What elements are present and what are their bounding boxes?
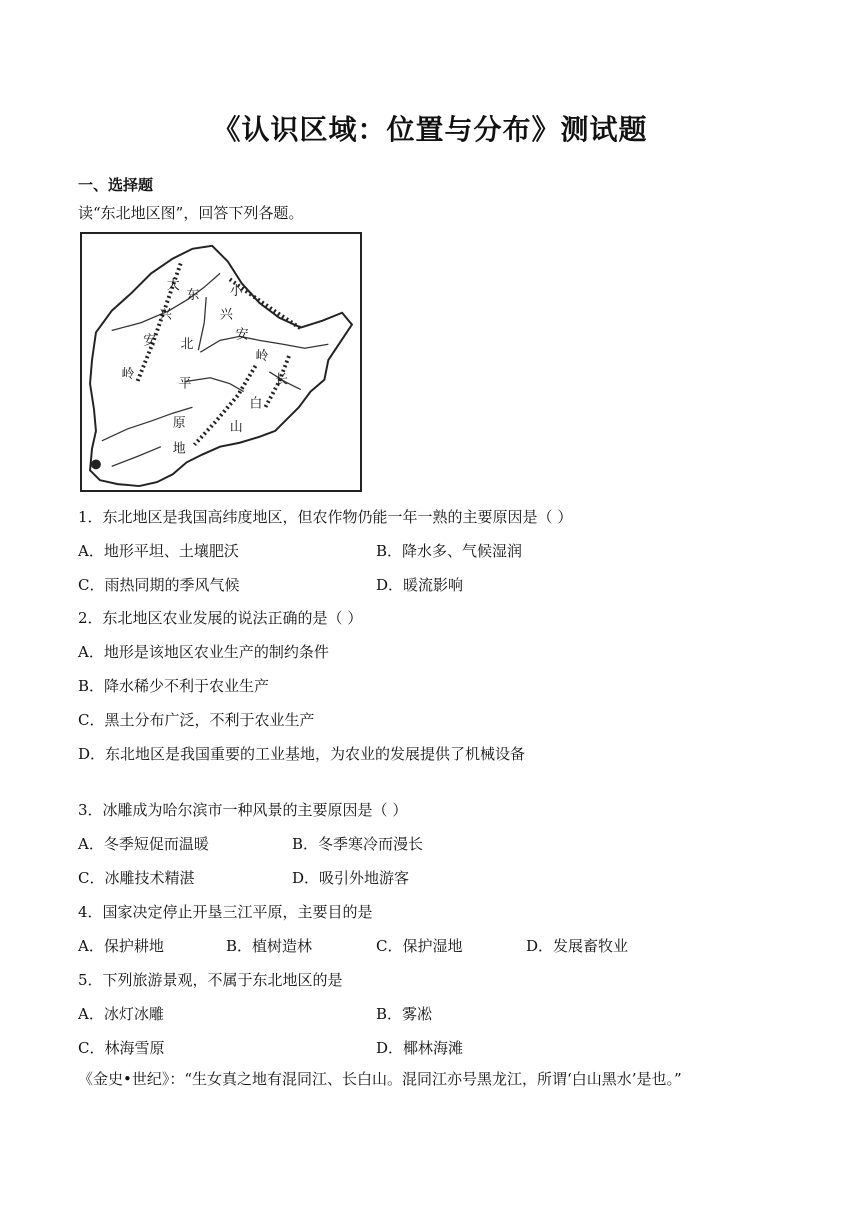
map-label: 长 (275, 372, 288, 388)
map-label: 小 (229, 284, 243, 300)
answer-option: B．植树造林 (226, 937, 313, 955)
answer-option: D．东北地区是我国重要的工业基地，为农业的发展提供了机械设备 (78, 745, 526, 763)
map-label: 白 (249, 396, 263, 412)
question-stem: 3．冰雕成为哈尔滨市一种风景的主要原因是（ ） (78, 801, 408, 819)
northeast-map (80, 232, 362, 492)
answer-option: A．地形平坦、土壤肥沃 (78, 542, 239, 560)
quote-text: 《金史•世纪》：“生女真之地有混同江、长白山。混同江亦号黑龙江，所谓‘白山黑水’是也。” (78, 1070, 682, 1088)
map-label: 安 (235, 327, 249, 343)
map-drawing (82, 234, 360, 490)
map-label: 大 (166, 278, 180, 294)
answer-option: C．保护湿地 (376, 937, 463, 955)
answer-option: D．椰林海滩 (376, 1039, 464, 1057)
answer-option: D．吸引外地游客 (292, 869, 410, 887)
section-heading: 一、选择题 (78, 176, 154, 194)
map-label: 岭 (121, 366, 135, 382)
answer-option: A．保护耕地 (78, 937, 164, 955)
map-label: 原 (172, 415, 186, 431)
map-label: 兴 (158, 307, 172, 323)
answer-option: C．雨热同期的季风气候 (78, 576, 240, 594)
answer-option: C．冰雕技术精湛 (78, 869, 195, 887)
answer-option: D．暖流影响 (376, 576, 464, 594)
answer-option: B．降水多、气候湿润 (376, 542, 523, 560)
map-label: 地 (172, 441, 186, 457)
answer-option: A．冰灯冰雕 (78, 1005, 164, 1023)
question-stem: 4．国家决定停止开垦三江平原，主要目的是 (78, 903, 373, 921)
map-label: 兴 (220, 307, 233, 323)
map-label: 安 (143, 333, 157, 349)
question-stem: 1．东北地区是我国高纬度地区，但农作物仍能一年一熟的主要原因是（ ） (78, 508, 573, 526)
intro-text: 读“东北地区图”，回答下列各题。 (78, 204, 304, 222)
answer-option: B．降水稀少不利于农业生产 (78, 677, 270, 695)
answer-option: A．地形是该地区农业生产的制约条件 (78, 643, 329, 661)
map-label: 平 (178, 376, 192, 392)
map-label: 北 (180, 337, 194, 353)
map-label: 岭 (255, 349, 269, 365)
answer-option: A．冬季短促而温暖 (78, 835, 209, 853)
answer-option: C．黑土分布广泛，不利于农业生产 (78, 711, 315, 729)
question-stem: 5．下列旅游景观，不属于东北地区的是 (78, 971, 343, 989)
page-title: 《认识区域：位置与分布》测试题 (212, 113, 648, 146)
map-label: 山 (229, 419, 243, 435)
answer-option: C．林海雪原 (78, 1039, 165, 1057)
answer-option: B．冬季寒冷而漫长 (292, 835, 424, 853)
question-stem: 2．东北地区农业发展的说法正确的是（ ） (78, 609, 363, 627)
map-label: 东 (186, 287, 200, 303)
answer-option: D．发展畜牧业 (526, 937, 629, 955)
answer-option: B．雾凇 (376, 1005, 433, 1023)
